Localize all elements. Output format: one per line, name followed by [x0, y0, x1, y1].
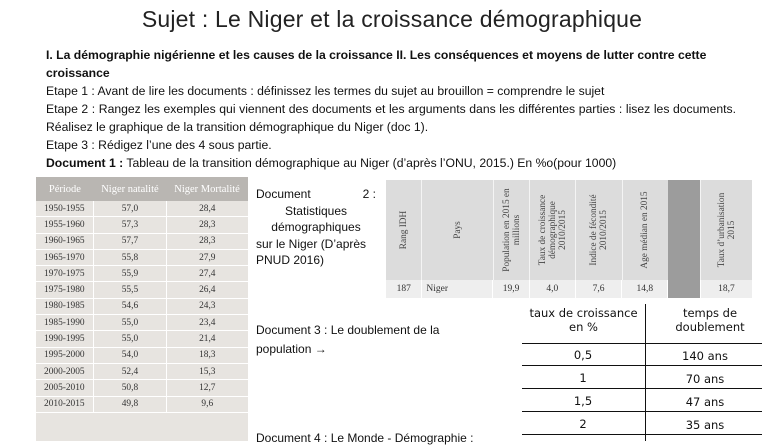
etape-2: Etape 2 : Rangez les exemples qui viennent des documents et les arguments dans les différentes parties : lisez les documents. Réalisez le graphique de la transition démographique du Niger (doc 1).: [46, 102, 736, 134]
period-cell: 1975-1980: [36, 282, 94, 298]
mortality-cell: 28,3: [166, 217, 248, 233]
doc1-label: Document 1 :: [46, 156, 124, 170]
doc1-table-image: [36, 177, 248, 441]
table-row: [36, 249, 248, 265]
row-divider: [522, 434, 762, 435]
doc2-header: Taux d’urbanisation 2015: [716, 192, 737, 268]
doc1-header: Niger Mortalité: [166, 177, 248, 201]
row-divider: [522, 411, 762, 412]
mortality-cell: 24,3: [166, 298, 248, 314]
doc2-cell: 14,8: [622, 280, 668, 298]
period-cell: 1980-1985: [36, 298, 94, 314]
period-cell: 1985-1990: [36, 315, 94, 331]
instructions: [46, 46, 736, 172]
doc2-caption: [256, 186, 376, 269]
doubling-cell: 35 ans: [685, 418, 725, 432]
doc2-header: Pays: [422, 180, 494, 280]
doc1-caption: [46, 154, 736, 172]
period-cell: 1950-1955: [36, 201, 94, 217]
etape-3: Etape 3 : Rédigez l’une des 4 sous partie.: [46, 138, 272, 152]
rate-cell: 1,5: [573, 394, 593, 408]
doubling-cell: 70 ans: [685, 372, 725, 386]
row-divider: [522, 343, 762, 344]
mortality-cell: 12,7: [166, 380, 248, 396]
row-divider: [522, 365, 762, 366]
plan: I. La démographie nigérienne et les causes de la croissance II. Les conséquences et moyens de lutter contre cette croissance: [46, 48, 707, 80]
row-divider: [522, 388, 762, 389]
table-row: [36, 217, 248, 233]
mortality-cell: 21,4: [166, 331, 248, 347]
doc2-line: Statistiques: [284, 203, 348, 218]
doc2-cell: 18,7: [718, 284, 735, 294]
doc2-table-image: [386, 180, 752, 298]
period-cell: 1990-1995: [36, 331, 94, 347]
page-title: Sujet : Le Niger et la croissance démographique: [141, 6, 643, 32]
mortality-cell: 27,9: [166, 249, 248, 265]
doc3-header-row: [522, 304, 762, 343]
table-row: [36, 315, 248, 331]
table-row: [36, 233, 248, 249]
period-cell: 1995-2000: [36, 347, 94, 363]
doc1-caption-text: Tableau de la transition démographique au Niger (d’après l’ONU, 2015.) En %o(pour 1000): [126, 156, 617, 170]
doc2-line: PNUD 2016): [256, 253, 325, 267]
period-cell: 1960-1965: [36, 233, 94, 249]
table-row: [36, 201, 248, 217]
doc2-number: 2 :: [362, 187, 376, 201]
rate-cell: 1: [579, 371, 587, 385]
table-row: [36, 298, 248, 314]
doc1-header: Période: [36, 177, 94, 201]
natality-cell: 55,0: [94, 315, 166, 331]
mortality-cell: 26,4: [166, 282, 248, 298]
mortality-cell: 28,3: [166, 233, 248, 249]
period-cell: 2010-2015: [36, 396, 94, 412]
natality-cell: 52,4: [94, 363, 166, 379]
mortality-cell: 18,3: [166, 347, 248, 363]
doc2-cell: 19,9: [493, 280, 529, 298]
period-cell: 1970-1975: [36, 266, 94, 282]
doc2-cell: 187: [386, 280, 422, 298]
doubling-cell: 47 ans: [685, 395, 725, 409]
period-cell: 1965-1970: [36, 249, 94, 265]
mortality-cell: 15,3: [166, 363, 248, 379]
doc2-line: démographiques: [271, 220, 361, 234]
doc1-table: [36, 177, 248, 413]
masked-column: [668, 180, 700, 298]
table-row: [36, 363, 248, 379]
natality-cell: 57,0: [94, 201, 166, 217]
doc2-header: Indice de fécondité 2010/2015: [576, 180, 622, 280]
mortality-cell: 28,4: [166, 201, 248, 217]
table-row: [36, 380, 248, 396]
doubling-cell: 140 ans: [682, 349, 728, 363]
rate-cell: 2: [579, 417, 587, 431]
doc3-header: temps de doublement: [675, 306, 745, 334]
doc2-header: Rang IDH: [386, 180, 422, 280]
natality-cell: 55,5: [94, 282, 166, 298]
table-row: [36, 396, 248, 412]
natality-cell: 50,8: [94, 380, 166, 396]
doc1-header: Niger natalité: [94, 177, 166, 201]
natality-cell: 49,8: [94, 396, 166, 412]
doc2-label-row: [256, 186, 376, 203]
mortality-cell: 27,4: [166, 266, 248, 282]
table-row: [36, 347, 248, 363]
natality-cell: 57,3: [94, 217, 166, 233]
natality-cell: 55,8: [94, 249, 166, 265]
table-row: [36, 266, 248, 282]
period-cell: 2005-2010: [36, 380, 94, 396]
mortality-cell: 9,6: [166, 396, 248, 412]
natality-cell: 55,9: [94, 266, 166, 282]
natality-cell: 55,0: [94, 331, 166, 347]
natality-cell: 54,0: [94, 347, 166, 363]
doc2-header: Age médian en 2015: [623, 180, 669, 280]
doc2-header: Population en 2015 en millions: [494, 180, 530, 280]
doc3-header: taux de croissance en %: [529, 306, 638, 334]
doc2-line: sur le Niger (D’après: [256, 236, 367, 251]
doc2-cell: Niger: [422, 280, 493, 298]
rate-cell: 0,5: [573, 348, 593, 362]
doc2-cell: 7,6: [576, 280, 622, 298]
doc2-cell: 4,0: [530, 280, 576, 298]
doc2-label: Document: [256, 187, 311, 201]
period-cell: 1955-1960: [36, 217, 94, 233]
table-row: [36, 282, 248, 298]
doc4-caption: Document 4 : Le Monde - Démographie :: [256, 431, 474, 445]
doc3-caption: Document 3 : Le doublement de la population →: [256, 323, 440, 356]
period-cell: 2000-2005: [36, 363, 94, 379]
doc2-header: Taux de croissance démographique 2010/2015: [530, 180, 576, 280]
etape-1: Etape 1 : Avant de lire les documents : définissez les termes du sujet au brouillon = comprendre le sujet: [46, 84, 605, 98]
natality-cell: 54,6: [94, 298, 166, 314]
doc3-table: [522, 304, 762, 441]
table-row: [36, 331, 248, 347]
natality-cell: 57,7: [94, 233, 166, 249]
mortality-cell: 23,4: [166, 315, 248, 331]
